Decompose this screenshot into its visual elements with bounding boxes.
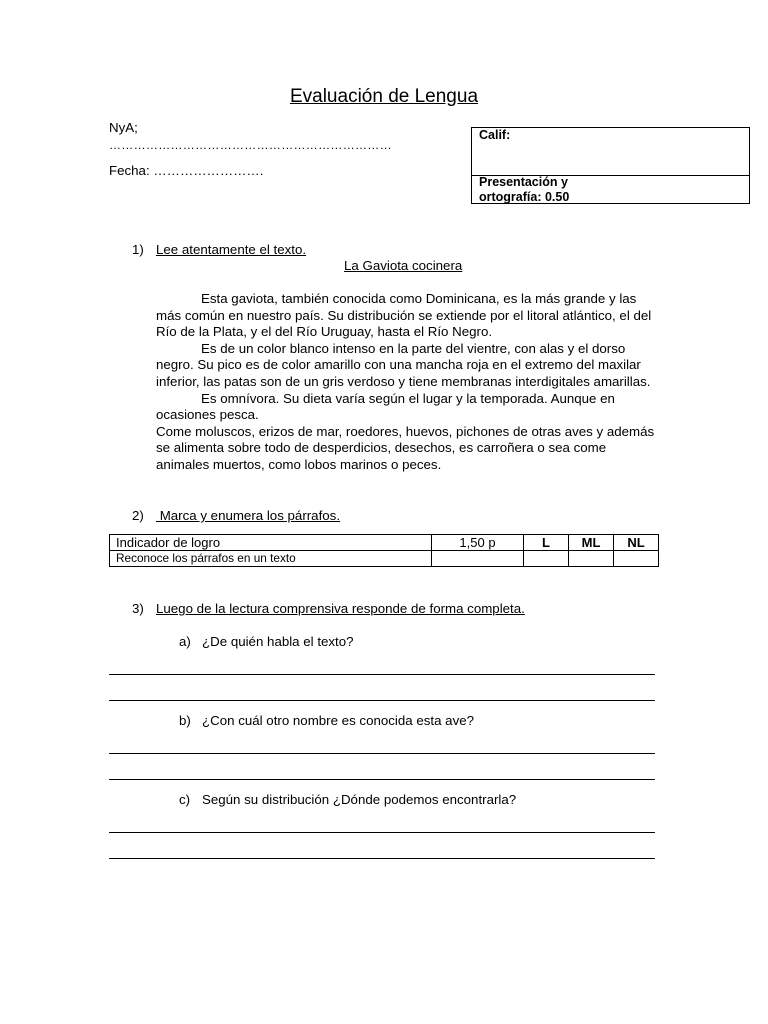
answer-line-a1[interactable] bbox=[109, 674, 655, 675]
text-title: La Gaviota cocinera bbox=[344, 258, 463, 273]
table-header-row bbox=[110, 535, 659, 551]
header-nl: NL bbox=[614, 535, 659, 551]
question-a-text: ¿De quién habla el texto? bbox=[202, 634, 354, 649]
header-ml: ML bbox=[569, 535, 614, 551]
presentation-line-1: Presentación y bbox=[479, 175, 568, 189]
reading-paragraph-3: Es omnívora. Su dieta varía según el lugar y la temporada. Aunque en ocasiones pesca. bbox=[156, 390, 615, 423]
question-c-text: Según su distribución ¿Dónde podemos encontrarla? bbox=[202, 792, 517, 807]
name-label: NyA; bbox=[109, 120, 138, 135]
reading-paragraph-1: Esta gaviota, también conocida como Dominicana, es la más grande y las más común en nuestro país. Su distribución se extiende por el litoral atlántico, el del Río de la Plata, y el del Río Uruguay, hasta el Río Negro. bbox=[156, 291, 652, 340]
page-title: Evaluación de Lengua bbox=[289, 86, 479, 107]
header-l: L bbox=[524, 535, 569, 551]
q1-instruction: Lee atentamente el texto. bbox=[156, 242, 307, 257]
answer-line-c1[interactable] bbox=[109, 832, 655, 833]
q2-number: 2) bbox=[132, 508, 144, 523]
q1-number: 1) bbox=[132, 242, 144, 257]
table-row bbox=[110, 551, 659, 567]
question-b-letter: b) bbox=[179, 713, 191, 728]
indicator-cell: Reconoce los párrafos en un texto bbox=[110, 551, 432, 567]
reading-text bbox=[156, 291, 656, 474]
nl-cell[interactable] bbox=[614, 551, 659, 567]
l-cell[interactable] bbox=[524, 551, 569, 567]
question-c-letter: c) bbox=[179, 792, 191, 807]
reading-paragraph-2: Es de un color blanco intenso en la parte del vientre, con alas y el dorso negro. Su pico es de color amarillo con una mancha roja en el extremo del maxilar inferior, las patas son de un gris verdoso y tiene membranas interdigitales amarillas. bbox=[156, 340, 651, 389]
name-field[interactable]: …………………………………………………………… bbox=[109, 138, 392, 152]
header-points: 1,50 p bbox=[432, 535, 524, 551]
grade-box bbox=[471, 127, 750, 204]
points-cell[interactable] bbox=[432, 551, 524, 567]
presentation-line-2: ortografía: 0.50 bbox=[479, 189, 570, 204]
answer-line-a2[interactable] bbox=[109, 700, 655, 701]
question-a-letter: a) bbox=[179, 634, 191, 649]
achievement-table bbox=[109, 534, 659, 567]
q3-number: 3) bbox=[132, 601, 144, 616]
presentation-label bbox=[479, 175, 679, 204]
q3-instruction: Luego de la lectura comprensiva responde de forma completa. bbox=[156, 601, 525, 616]
reading-paragraph-4: Come moluscos, erizos de mar, roedores, huevos, pichones de otras aves y además se alimenta sobre todo de desperdicios, desechos, es carroñera o sea come animales muertos, como lobos marinos o peces. bbox=[156, 423, 655, 472]
ml-cell[interactable] bbox=[569, 551, 614, 567]
date-field[interactable]: Fecha: ……………………. bbox=[109, 163, 264, 178]
calif-label: Calif: bbox=[479, 128, 511, 142]
answer-line-c2[interactable] bbox=[109, 858, 655, 859]
header-indicator: Indicador de logro bbox=[110, 535, 432, 551]
q2-instruction: Marca y enumera los párrafos. bbox=[156, 508, 341, 523]
answer-line-b2[interactable] bbox=[109, 779, 655, 780]
answer-line-b1[interactable] bbox=[109, 753, 655, 754]
question-b-text: ¿Con cuál otro nombre es conocida esta ave? bbox=[202, 713, 475, 728]
